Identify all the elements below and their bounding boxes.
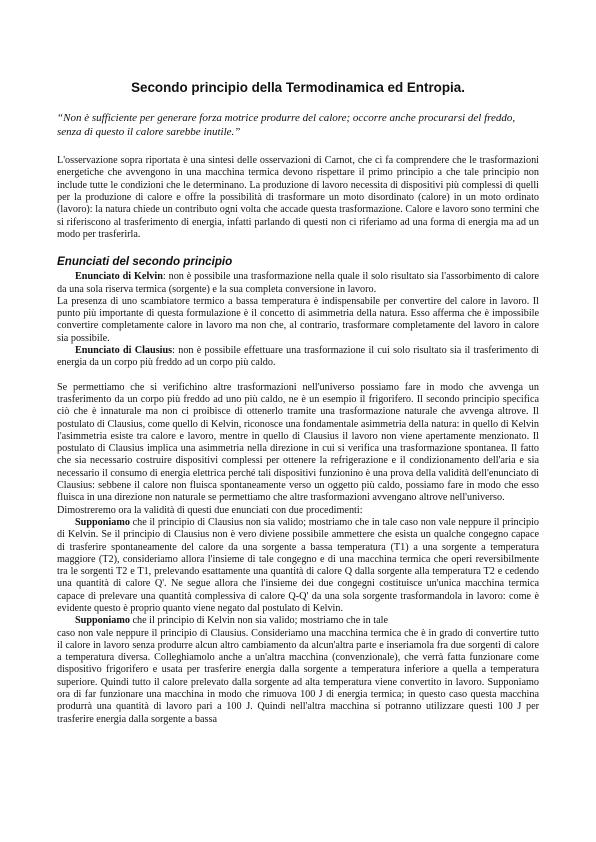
proof1-text: che il principio di Clausius non sia valido; mostriamo che in tale caso non vale neppure il principio di Kelvin. Se il principio di Clausius non è vero diviene possibile ammettere che esista un qualche congegno capace di trasferire spontaneamente del calore da una sorgente a bassa temperatura (T1) a una sorgente a temperatura maggiore (T2), consideriamo allora l'insieme di tale congegno e di una macchina termica che operi reversibilmente tra le sorgenti T2 e T1, prelevando esattamente una quantità di calore Q dalla sorgente alla temperatura T2 e cedendo una quantità di calore Q'. Ne segue allora che l'insieme dei due congegni costituisce un'unica macchina termica capace di prelevare una quantità complessiva di calore Q-Q' da una sola sorgente trasformandola in lavoro: come è evidente questo è proprio quanto viene negato dal postulato di Kelvin.	[57, 516, 539, 614]
scambiatore-paragraph: La presenza di uno scambiatore termico a bassa temperatura è indispensabile per convertire del calore in lavoro. Il punto più importante di questa formulazione è il concetto di asimmetria della natura. Esso afferma che è impossibile convertire completamente calore in lavoro ma non che, al contrario, trasformare completamente del lavoro in calore sia possibile.	[57, 295, 539, 344]
proof-clausius-paragraph	[57, 517, 539, 615]
proof1-label: Supponiamo	[75, 516, 130, 528]
clausius-statement	[57, 345, 539, 370]
document-title: Secondo principio della Termodinamica ed Entropia.	[131, 80, 465, 95]
kelvin-statement	[57, 271, 539, 296]
proof-kelvin-paragraph: caso non vale neppure il principio di Clausius. Consideriamo una macchina termica che è in grado di convertire tutto il calore in lavoro senza produrre alcun altro cambiamento da alcun'altra parte e inseriamola fra due sorgenti di calore a temperatura diversa. Colleghiamolo anche a un'altra macchina (convenzionale), che verrà fatta funzionare come dispositivo frigorifero e usata per trasferire energia dalla sorgente a temperatura inferiore a quella a temperatura superiore. Quindi tutto il calore prelevato dalla sorgente ad alta temperatura viene convertito in lavoro. Supponiamo ora di far funzionare una macchina in modo che rimuova 100 J di energia termica; in questo caso questa macchina produrrà una quantità di lavoro pari a 100 J. Quindi nell'altra macchina si potranno utilizzare questi 100 J per trasferire energia dalla sorgente a bassa	[57, 627, 539, 725]
proof2-label: Supponiamo	[75, 615, 130, 627]
kelvin-label: Enunciato di Kelvin	[75, 271, 163, 283]
proof-kelvin-first-line	[57, 615, 539, 627]
frigorifero-paragraph: Se permettiamo che si verifichino altre trasformazioni nell'universo possiamo fare in modo che avvenga un trasferimento da un corpo più freddo ad uno più caldo, ne è un esempio il frigorifero. Il secondo principio specifica ciò che è innaturale ma non ci proibisce di ottenerlo tramite una trasformazione naturale che avvenga altrove. Il postulato di Clausius, come quello di Kelvin, riconosce una fondamentale asimmetria della natura: in quello di Kelvin l'asimmetria esiste tra calore e lavoro, mentre in quello di Clausius il lavoro non viene apertamente menzionato. Il postulato di Clausius implica una asimmetria nella direzione in cui si verifica una trasformazione spontanea. Il fatto che sia necessario costruire dispositivi complessi per ottenere la refrigerazione e il condizionamento dell'aria e sia necessario il consumo di energia elettrica perché tali dispositivi funzionino è una prova della validità dell'enunciato di Clausius: sebbene il calore non fluisca spontaneamente verso un oggetto più caldo, possiamo fare in modo che esso fluisca in una direzione non naturale se permettiamo che altre trasformazioni avvengano altrove nell'universo.	[57, 381, 539, 504]
intro-paragraph: L'osservazione sopra riportata è una sintesi delle osservazioni di Carnot, che ci fa comprendere che le trasformazioni energetiche che avvengono in una macchina termica devono rispettare il primo principio a che tale principio non include tutte le condizioni che le determinano. La produzione di lavoro necessita di dispositivi più complessi di quelli per la produzione di calore e offre la possibilità di trasformare un moto disordinato (calore) in un moto ordinato (lavoro): la natura chiede un contributo ogni volta che accade questa trasformazione. Calore e lavoro sono termini che si riferiscono al trasferimento di energia, infatti parlando di questi non ci riferiamo ad una forma di energia ma ad un modo per trasferirla.	[57, 155, 539, 240]
clausius-label: Enunciato di Clausius	[75, 345, 173, 357]
proof2-text-line1: che il principio di Kelvin non sia valido; mostriamo che in tale	[129, 615, 388, 627]
dimostreremo-paragraph: Dimostreremo ora la validità di questi due enunciati con due procedimenti:	[57, 504, 363, 516]
document-page	[57, 80, 539, 726]
kelvin-text: : non è possibile una trasformazione nella quale il solo risultato sia l'assorbimento di calore da una sola riserva termica (sorgente) e la sua completa conversione in lavoro.	[57, 271, 539, 295]
section-heading: Enunciati del secondo principio	[57, 255, 233, 269]
carnot-quote: “Non è sufficiente per generare forza motrice produrre del calore; occorre anche procurarsi del freddo, senza di questo il calore sarebbe inutile.”	[57, 112, 516, 138]
clausius-text: : non è possibile effettuare una trasformazione il cui solo risultato sia il trasferimento di energia da un corpo più freddo ad un corpo più caldo.	[57, 345, 540, 369]
